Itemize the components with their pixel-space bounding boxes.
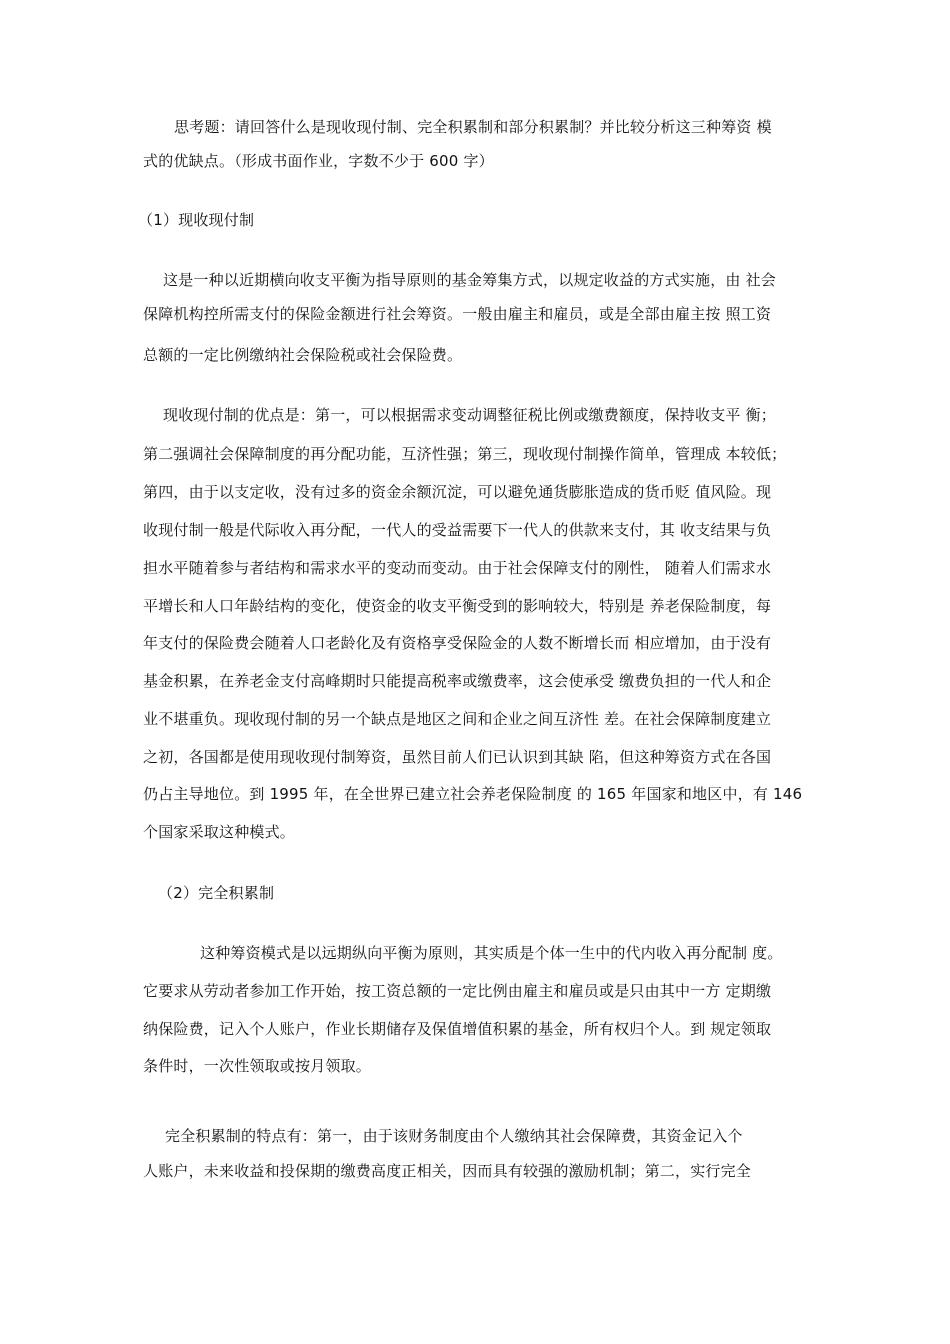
section1-para2-line: 个国家采取这种模式。: [143, 823, 296, 841]
section1-para2-line: 第二强调社会保障制度的再分配功能，互济性强；第三，现收现付制操作简单，管理成 本较低；: [143, 445, 787, 463]
section1-para2-line: 担水平随着参与者结构和需求水平的变动而变动。由于社会保障支付的刚性， 随着人们需求水: [143, 559, 772, 577]
section1-para2-line: 仍占主导地位。到 1995 年，在全世界已建立社会养老保险制度 的 165 年国家和地区中，有 146: [143, 785, 803, 803]
section1-para2-line: 基金积累，在养老金支付高峰期时只能提高税率或缴费率，这会使承受 缴费负担的一代人和企: [143, 672, 772, 690]
section1-para2-line: 平增长和人口年龄结构的变化，使资金的收支平衡受到的影响较大，特别是 养老保险制度，每: [143, 597, 772, 615]
question-line-1: 思考题：请回答什么是现收现付制、完全积累制和部分积累制？并比较分析这三种筹资 模: [174, 118, 772, 136]
section2-para1-line: 它要求从劳动者参加工作开始，按工资总额的一定比例由雇主和雇员或是只由其中一方 定期缴: [143, 982, 772, 1000]
section2-para2-line: 完全积累制的特点有：第一，由于该财务制度由个人缴纳其社会保障费，其资金记入个: [165, 1127, 743, 1145]
section2-para2-line: 人账户，未来收益和投保期的缴费高度正相关，因而具有较强的激励机制；第二，实行完全: [143, 1162, 752, 1180]
section1-para2-line: 年支付的保险费会随着人口老龄化及有资格享受保险金的人数不断增长而 相应增加，由于没有: [143, 634, 772, 652]
section1-para2-line: 业不堪重负。现收现付制的另一个缺点是地区之间和企业之间互济性 差。在社会保障制度建立: [143, 710, 772, 728]
section1-para1-line: 保障机构控所需支付的保险金额进行社会筹资。一般由雇主和雇员，或是全部由雇主按 照工资: [143, 305, 772, 323]
section1-para2-line: 第四，由于以支定收，没有过多的资金余额沉淀，可以避免通货膨胀造成的货币贬 值风险。现: [143, 483, 772, 501]
section1-para2-line: 之初，各国都是使用现收现付制筹资，虽然目前人们已认识到其缺 陷，但这种筹资方式在各国: [143, 748, 772, 766]
section2-para1-line: 条件时，一次性领取或按月领取。: [143, 1057, 372, 1075]
section1-para1-line: 总额的一定比例缴纳社会保险税或社会保险费。: [143, 346, 463, 364]
section2-para1-line: 纳保险费，记入个人账户，作业长期储存及保值增值积累的基金，所有权归个人。到 规定领取: [143, 1020, 772, 1038]
section1-heading: （1）现收现付制: [138, 211, 255, 229]
question-line-2: 式的优缺点。（形成书面作业，字数不少于 600 字）: [143, 152, 494, 170]
section1-para2-line: 现收现付制的优点是：第一，可以根据需求变动调整征税比例或缴费额度，保持收支平 衡；: [163, 406, 776, 424]
section1-para1-line: 这是一种以近期横向收支平衡为指导原则的基金筹集方式，以规定收益的方式实施，由 社会: [163, 271, 776, 289]
section2-para1-line: 这种筹资模式是以远期纵向平衡为原则，其实质是个体一生中的代内收入再分配制 度。: [200, 944, 783, 962]
section2-heading: （2）完全积累制: [158, 884, 275, 902]
section1-para2-line: 收现付制一般是代际收入再分配，一代人的受益需要下一代人的供款来支付，其 收支结果与负: [143, 521, 772, 539]
